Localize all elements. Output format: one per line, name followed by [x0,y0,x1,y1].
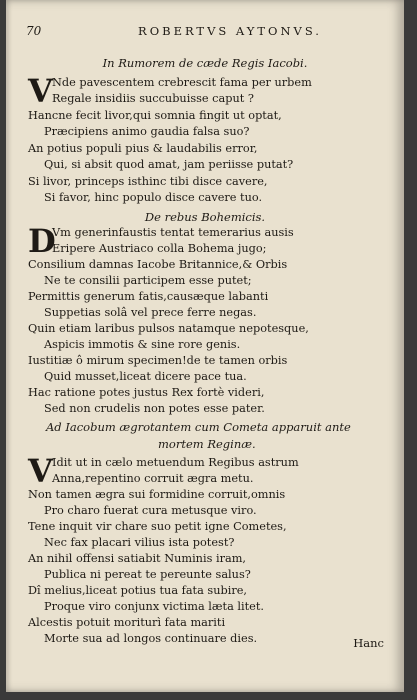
drop-cap: V [28,452,53,490]
page-header [6,24,404,44]
verse-line: Tene inquit vir chare suo petit igne Cometes, [28,520,287,533]
verse-line: Hancne fecit livor,qui somnia fingit ut optat, [28,109,282,122]
verse-line: Aspicis immotis & sine rore genis. [44,338,241,351]
verse-line: Ne te consilii participem esse putet; [44,274,252,287]
verse-line: An nihil offensi satiabit Numinis iram, [28,552,247,565]
catchword: Hanc [353,636,384,650]
verse-line: Proque viro conjunx victima læta litet. [44,600,264,613]
running-head: ROBERTVS AYTONVS. [138,24,322,38]
verse-line: Vm generinfaustis tentat temerarius ausis [52,226,294,239]
verse-line: Eripere Austriaco colla Bohema jugo; [52,242,267,255]
verse-line: Iustitiæ ô mirum specimen!de te tamen orbis [28,354,288,367]
verse-line: Sed non crudelis non potes esse pater. [44,402,265,415]
verse-line: Nec fax placari vilius ista potest? [44,536,235,549]
book-page [6,0,404,692]
page-number: 70 [26,24,42,38]
verse-line: Præcipiens animo gaudia falsa suo? [44,125,250,138]
verse-line: Anna,repentino corruit ægra metu. [52,472,254,485]
verse-line: Qui, si absit quod amat, jam periisse putat? [44,158,294,171]
verse-line: Si favor, hinc populo disce cavere tuo. [44,191,263,204]
verse-line: Morte sua ad longos continuare dies. [44,632,258,645]
verse-line: An potius populi pius & laudabilis error, [28,142,258,155]
verse-line: Alcestis potuit moriturì fata mariti [28,616,226,629]
verse-line: Si livor, princeps isthinc tibi disce cavere, [28,175,268,188]
verse-line: Publica ni pereat te pereunte salus? [44,568,251,581]
poem-title-continuation: mortem Reginæ. [158,437,256,451]
verse-line: Hac ratione potes justus Rex fortè videri, [28,386,265,399]
poem-title: De rebus Bohemicis. [144,210,266,224]
verse-line: Permittis generum fatis,causæque labanti [28,290,269,303]
verse-line: Regale insidiis succubuisse caput ? [52,92,254,105]
verse-line: Nde pavescentem crebrescit fama per urbem [52,76,312,89]
poem-title: Ad Iacobum ægrotantem cum Cometa apparuit ante [46,420,351,434]
verse-line: Dî melius,liceat potius tua fata subire, [28,584,248,597]
drop-cap: D [28,222,56,260]
verse-line: Pro charo fuerat cura metusque viro. [44,504,257,517]
poem-title: In Rumorem de cæde Regis Iacobi. [102,56,308,70]
verse-line: Consilium damnas Iacobe Britannice,& Orbis [28,258,288,271]
verse-line: Quid musset,liceat dicere pace tua. [44,370,247,383]
verse-line: Idit ut in cælo metuendum Regibus astrum [52,456,299,469]
drop-cap: V [28,72,53,110]
verse-line: Suppetias solâ vel prece ferre negas. [44,306,257,319]
verse-line: Quin etiam laribus pulsos natamque nepotesque, [28,322,309,335]
verse-line: Non tamen ægra sui formidine corruit,omnis [28,488,286,501]
